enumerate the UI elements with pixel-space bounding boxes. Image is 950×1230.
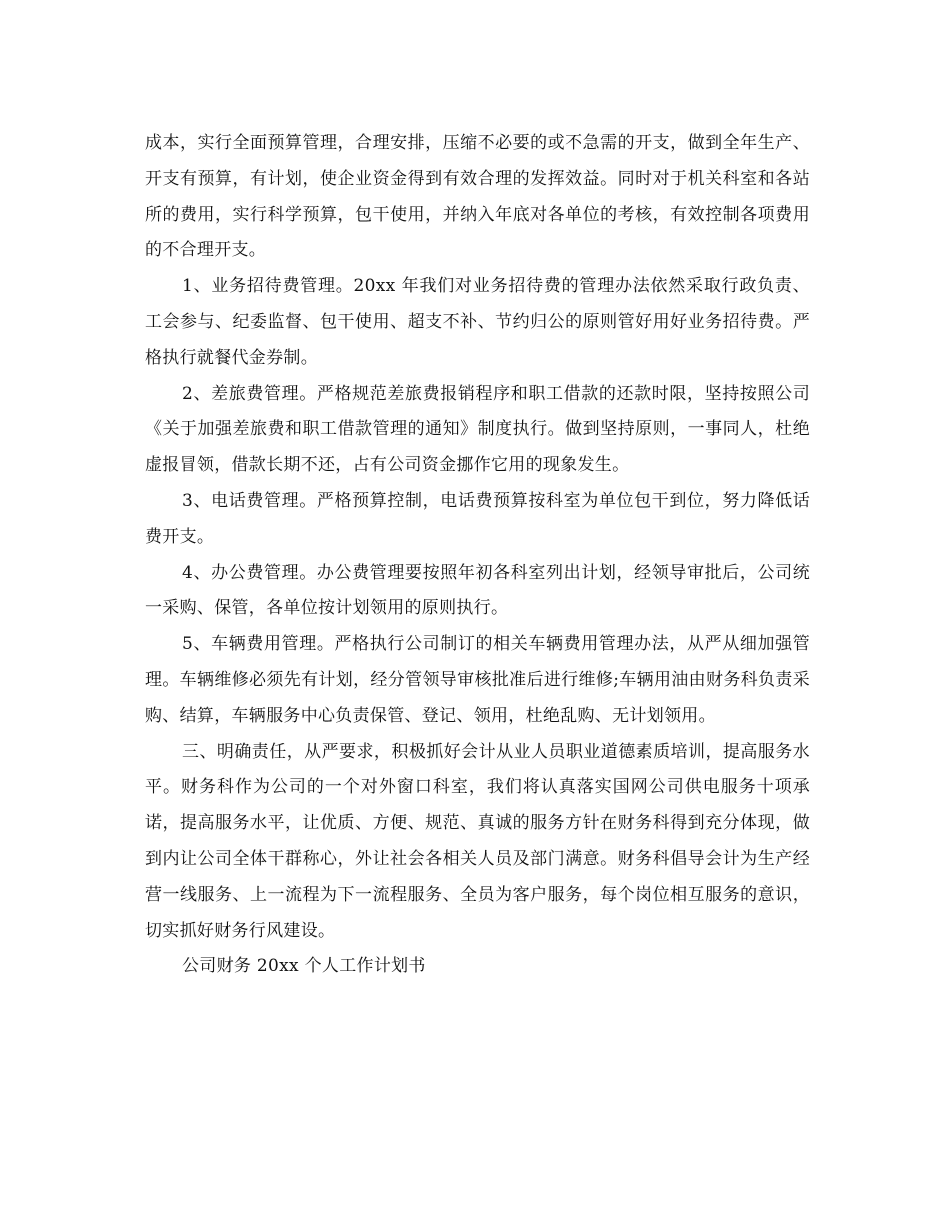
- paragraph-office-expense: 4、办公费管理。办公费管理要按照年初各科室列出计划，经领导审批后，公司统一采购、保管，各单位按计划领用的原则执行。: [145, 562, 810, 619]
- paragraph-plan-title: 公司财务 20xx 个人工作计划书: [182, 956, 426, 977]
- paragraph-budget-management: 成本，实行全面预算管理，合理安排，压缩不必要的或不急需的开支，做到全年生产、开支有预算，有计划，使企业资金得到有效合理的发挥效益。同时对于机关科室和各站所的费用，实行科学预算，包干使用，并纳入年底对各单位的考核，有效控制各项费用的不合理开支。: [145, 133, 810, 261]
- document-body: [145, 126, 810, 985]
- paragraph-phone-expense: 3、电话费管理。严格预算控制，电话费预算按科室为单位包干到位，努力降低话费开支。: [145, 490, 810, 547]
- paragraph-responsibility: 三、明确责任，从严要求，积极抓好会计从业人员职业道德素质培训，提高服务水平。财务科作为公司的一个对外窗口科室，我们将认真落实国网公司供电服务十项承诺，提高服务水平，让优质、方便、规范、真诚的服务方针在财务科得到充分体现，做到内让公司全体干群称心，外让社会各相关人员及部门满意。财务科倡导会计为生产经营一线服务、上一流程为下一流程服务、全员为客户服务，每个岗位相互服务的意识，切实抓好财务行风建设。: [145, 741, 810, 941]
- paragraph-vehicle-expense: 5、车辆费用管理。严格执行公司制订的相关车辆费用管理办法，从严从细加强管理。车辆维修必须先有计划，经分管领导审核批准后进行维修;车辆用油由财务科负责采购、结算，车辆服务中心负责保管、登记、领用，杜绝乱购、无计划领用。: [145, 634, 810, 726]
- paragraph-travel-expense: 2、差旅费管理。严格规范差旅费报销程序和职工借款的还款时限，坚持按照公司《关于加强差旅费和职工借款管理的通知》制度执行。做到坚持原则，一事同人，杜绝虚报冒领，借款长期不还，占有公司资金挪作它用的现象发生。: [145, 383, 810, 476]
- paragraph-entertainment-expense: 1、业务招待费管理。20xx 年我们对业务招待费的管理办法依然采取行政负责、工会参与、纪委监督、包干使用、超支不补、节约归公的原则管好用好业务招待费。严格执行就餐代金券制。: [145, 276, 810, 368]
